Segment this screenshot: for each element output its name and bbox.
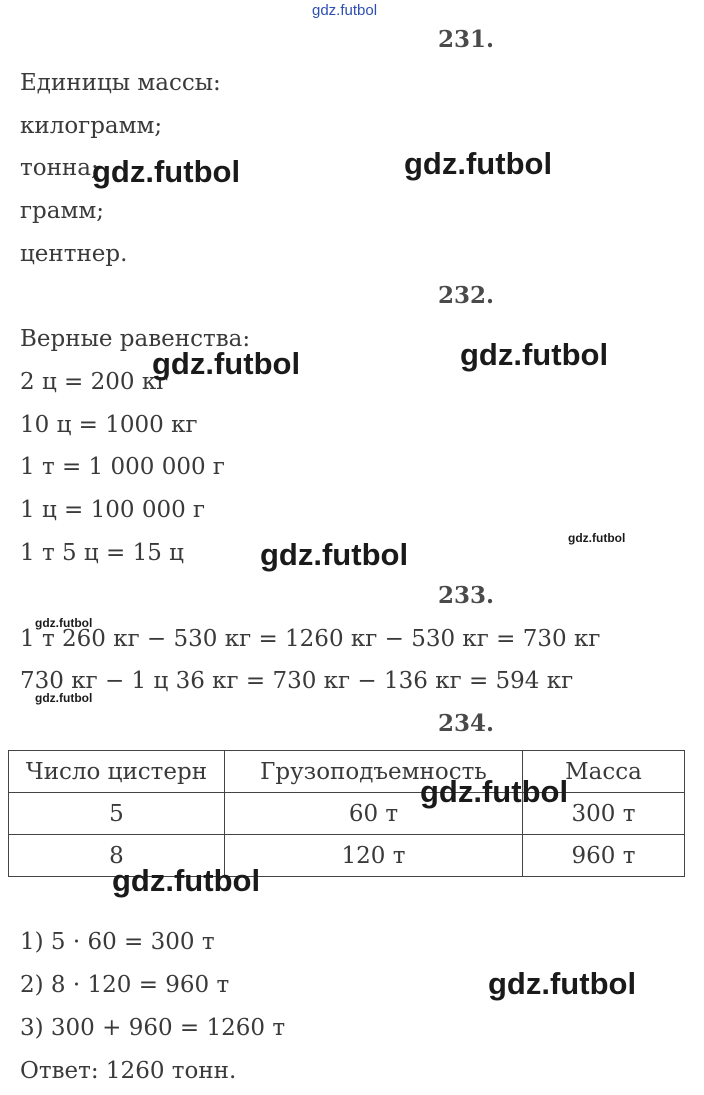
task-231-line: тонна; [20,155,99,181]
table-header-cell: Грузоподъемность [225,751,523,793]
task-234-number: 234. [438,710,495,737]
task-231-line: центнер. [20,241,128,267]
task-234-line: 1) 5 · 60 = 300 т [20,929,215,955]
watermark: gdz.futbol [568,531,626,545]
watermark: gdz.futbol [35,691,93,705]
task-232-number: 232. [438,282,495,309]
watermark: gdz.futbol [404,146,553,181]
watermark-top: gdz.futbol [312,2,378,19]
watermark: gdz.futbol [152,346,301,381]
table-cell: 300 т [523,793,685,835]
table-cell: 8 [9,835,225,877]
task-233-line: 730 кг − 1 ц 36 кг = 730 кг − 136 кг = 594 кг [20,668,574,694]
task-232-line: Верные равенства: [20,326,251,352]
table-row [9,835,685,877]
task-231-line: килограмм; [20,113,163,139]
table-header-row [9,751,685,793]
watermark: gdz.futbol [488,966,637,1001]
task-232-line: 1 ц = 100 000 г [20,497,206,523]
table-cell: 120 т [225,835,523,877]
table-cell: 60 т [225,793,523,835]
task-232-line: 10 ц = 1000 кг [20,412,198,438]
task-231-line: грамм; [20,198,105,224]
task-234-line: 3) 300 + 960 = 1260 т [20,1015,286,1041]
task-233-number: 233. [438,582,495,609]
task-234-line: Ответ: 1260 тонн. [20,1058,237,1084]
watermark: gdz.futbol [35,616,93,630]
watermark: gdz.futbol [260,537,409,572]
task-231-number: 231. [438,26,495,53]
watermark: gdz.futbol [112,863,261,898]
watermark: gdz.futbol [92,154,241,189]
data-table [8,750,685,877]
table-header-cell: Число цистерн [9,751,225,793]
watermark: gdz.futbol [420,774,569,809]
table-row [9,793,685,835]
task-232-line: 2 ц = 200 кг [20,369,169,395]
table-cell: 5 [9,793,225,835]
task-234-line: 2) 8 · 120 = 960 т [20,972,230,998]
watermark: gdz.futbol [460,337,609,372]
task-232-line: 1 т 5 ц = 15 ц [20,540,184,566]
task-231-line: Единицы массы: [20,70,221,96]
table-header-cell: Масса [523,751,685,793]
task-233-line: 1 т 260 кг − 530 кг = 1260 кг − 530 кг = 730 кг [20,626,601,652]
table-cell: 960 т [523,835,685,877]
task-232-line: 1 т = 1 000 000 г [20,454,225,480]
